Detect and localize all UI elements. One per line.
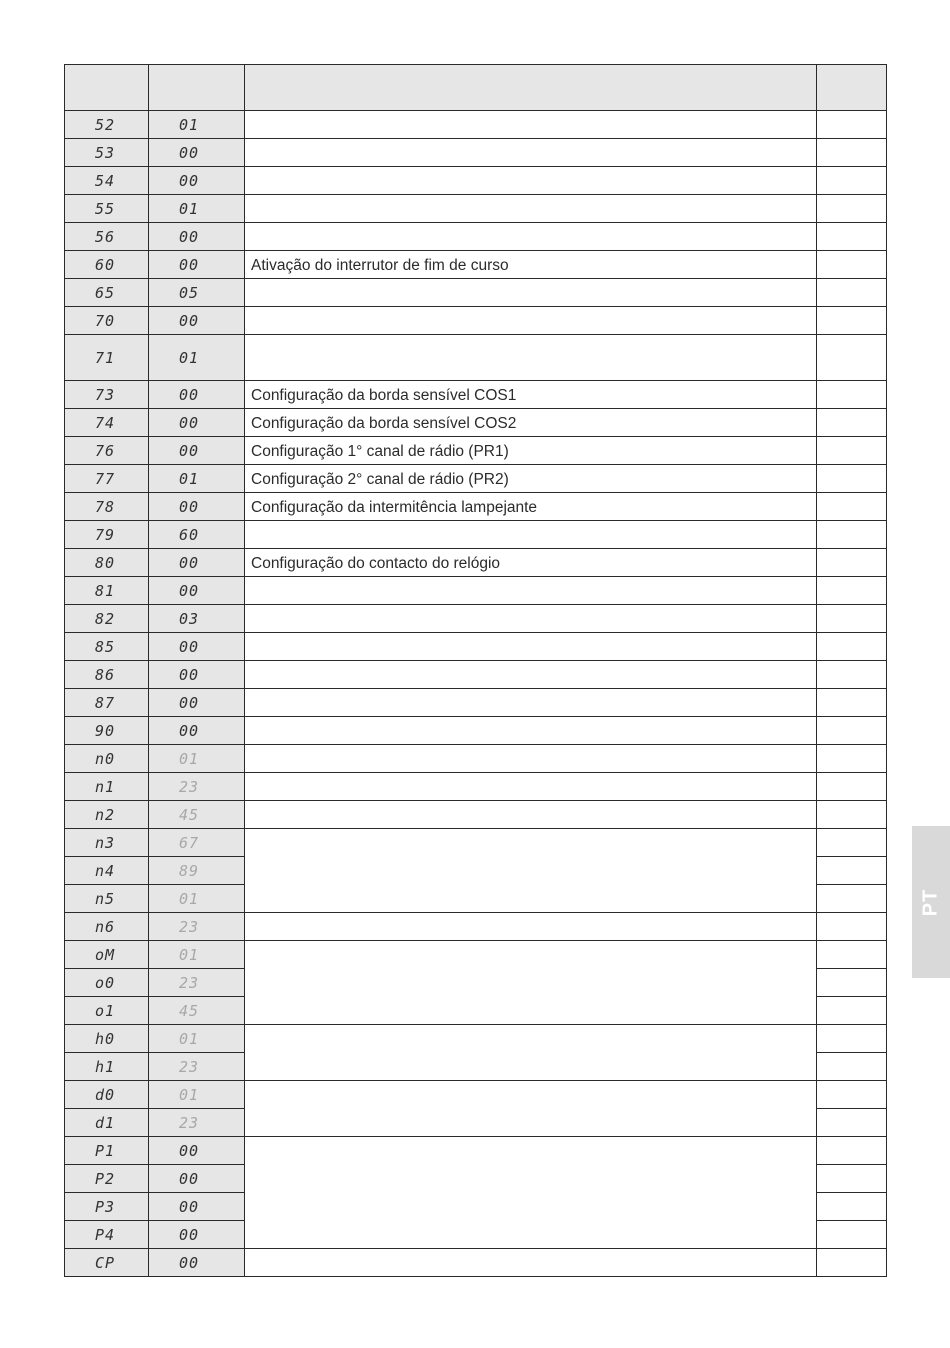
parameter-code: 53 — [65, 139, 149, 167]
parameter-value: 45 — [149, 997, 245, 1025]
header-cell-description — [245, 65, 817, 111]
parameter-notes-cell — [817, 1221, 887, 1249]
parameter-description: Configuração 1° canal de rádio (PR1) — [245, 437, 817, 465]
table-row — [65, 577, 887, 605]
parameter-code: P1 — [65, 1137, 149, 1165]
parameter-description — [245, 1081, 817, 1137]
parameter-notes-cell — [817, 689, 887, 717]
table-row — [65, 1137, 887, 1165]
parameter-notes-cell — [817, 279, 887, 307]
parameter-notes-cell — [817, 1193, 887, 1221]
parameter-notes-cell — [817, 1165, 887, 1193]
table-row — [65, 335, 887, 381]
parameter-notes-cell — [817, 521, 887, 549]
parameter-notes-cell — [817, 661, 887, 689]
parameter-description — [245, 661, 817, 689]
parameter-description — [245, 167, 817, 195]
parameter-description — [245, 1137, 817, 1249]
table-row — [65, 437, 887, 465]
table-row — [65, 251, 887, 279]
parameter-code: 52 — [65, 111, 149, 139]
parameter-code: n3 — [65, 829, 149, 857]
parameter-notes-cell — [817, 335, 887, 381]
parameter-code: n5 — [65, 885, 149, 913]
parameter-code: n0 — [65, 745, 149, 773]
table-row — [65, 465, 887, 493]
parameter-description — [245, 913, 817, 941]
parameter-notes-cell — [817, 251, 887, 279]
parameter-notes-cell — [817, 1137, 887, 1165]
parameter-description — [245, 717, 817, 745]
parameter-description — [245, 195, 817, 223]
parameter-value: 00 — [149, 307, 245, 335]
parameter-value: 00 — [149, 549, 245, 577]
parameter-description — [245, 577, 817, 605]
table-row — [65, 223, 887, 251]
parameter-value: 01 — [149, 335, 245, 381]
parameter-notes-cell — [817, 139, 887, 167]
parameter-value: 05 — [149, 279, 245, 307]
parameter-value: 89 — [149, 857, 245, 885]
parameter-notes-cell — [817, 941, 887, 969]
parameter-notes-cell — [817, 913, 887, 941]
parameter-notes-cell — [817, 1025, 887, 1053]
table-row — [65, 409, 887, 437]
parameter-value: 60 — [149, 521, 245, 549]
parameter-code: 60 — [65, 251, 149, 279]
parameter-description: Configuração 2° canal de rádio (PR2) — [245, 465, 817, 493]
parameter-description — [245, 307, 817, 335]
parameter-notes-cell — [817, 1053, 887, 1081]
parameter-notes-cell — [817, 745, 887, 773]
table-row — [65, 801, 887, 829]
parameter-description: Configuração da intermitência lampejante — [245, 493, 817, 521]
parameter-code: oM — [65, 941, 149, 969]
parameter-value: 00 — [149, 633, 245, 661]
parameter-notes-cell — [817, 307, 887, 335]
parameter-description: Configuração da borda sensível COS1 — [245, 381, 817, 409]
table-row — [65, 941, 887, 969]
table-row — [65, 1025, 887, 1053]
table-row — [65, 111, 887, 139]
parameter-description — [245, 139, 817, 167]
header-cell-code — [65, 65, 149, 111]
parameter-value: 00 — [149, 1221, 245, 1249]
parameter-code: 71 — [65, 335, 149, 381]
parameter-code: d0 — [65, 1081, 149, 1109]
table-row — [65, 549, 887, 577]
table-row — [65, 381, 887, 409]
table-row — [65, 493, 887, 521]
parameter-value: 23 — [149, 1109, 245, 1137]
parameter-description — [245, 1249, 817, 1277]
parameter-code: d1 — [65, 1109, 149, 1137]
parameter-code: 78 — [65, 493, 149, 521]
parameter-value: 23 — [149, 969, 245, 997]
parameter-code: 74 — [65, 409, 149, 437]
parameter-description — [245, 111, 817, 139]
parameter-code: n1 — [65, 773, 149, 801]
parameter-code: 73 — [65, 381, 149, 409]
table-row — [65, 661, 887, 689]
parameter-value: 00 — [149, 381, 245, 409]
parameter-value: 23 — [149, 1053, 245, 1081]
parameter-value: 01 — [149, 1025, 245, 1053]
parameter-value: 00 — [149, 251, 245, 279]
parameter-value: 23 — [149, 913, 245, 941]
parameter-code: 55 — [65, 195, 149, 223]
parameter-notes-cell — [817, 381, 887, 409]
table-row — [65, 689, 887, 717]
parameter-code: 85 — [65, 633, 149, 661]
parameter-value: 00 — [149, 167, 245, 195]
parameter-code: 76 — [65, 437, 149, 465]
parameter-value: 00 — [149, 717, 245, 745]
parameter-notes-cell — [817, 969, 887, 997]
parameter-value: 45 — [149, 801, 245, 829]
parameter-description: Configuração do contacto do relógio — [245, 549, 817, 577]
parameter-description — [245, 1025, 817, 1081]
parameter-notes-cell — [817, 801, 887, 829]
header-cell-value — [149, 65, 245, 111]
table-row — [65, 167, 887, 195]
parameter-description — [245, 605, 817, 633]
table-header-row — [65, 65, 887, 111]
parameter-notes-cell — [817, 1081, 887, 1109]
parameter-code: P3 — [65, 1193, 149, 1221]
parameter-description — [245, 521, 817, 549]
parameter-value: 01 — [149, 195, 245, 223]
parameter-description — [245, 773, 817, 801]
parameter-value: 01 — [149, 111, 245, 139]
parameter-code: 70 — [65, 307, 149, 335]
parameter-notes-cell — [817, 773, 887, 801]
parameter-description — [245, 801, 817, 829]
parameter-code: 82 — [65, 605, 149, 633]
parameter-value: 00 — [149, 1137, 245, 1165]
parameter-value: 03 — [149, 605, 245, 633]
parameter-value: 01 — [149, 1081, 245, 1109]
parameter-code: 87 — [65, 689, 149, 717]
parameter-code: 80 — [65, 549, 149, 577]
parameter-code: 81 — [65, 577, 149, 605]
parameter-description: Ativação do interrutor de fim de curso — [245, 251, 817, 279]
parameter-notes-cell — [817, 1249, 887, 1277]
table-row — [65, 633, 887, 661]
parameter-notes-cell — [817, 223, 887, 251]
parameter-notes-cell — [817, 195, 887, 223]
parameter-value: 00 — [149, 409, 245, 437]
parameter-notes-cell — [817, 717, 887, 745]
parameter-notes-cell — [817, 465, 887, 493]
parameter-notes-cell — [817, 829, 887, 857]
table-row — [65, 1249, 887, 1277]
parameter-code: o0 — [65, 969, 149, 997]
parameter-notes-cell — [817, 577, 887, 605]
parameter-value: 01 — [149, 941, 245, 969]
table-row — [65, 307, 887, 335]
parameter-notes-cell — [817, 1109, 887, 1137]
parameter-notes-cell — [817, 885, 887, 913]
parameter-description: Configuração da borda sensível COS2 — [245, 409, 817, 437]
table-row — [65, 829, 887, 857]
parameter-value: 00 — [149, 493, 245, 521]
parameter-notes-cell — [817, 549, 887, 577]
parameter-description — [245, 633, 817, 661]
parameter-description — [245, 941, 817, 1025]
parameter-code: 90 — [65, 717, 149, 745]
parameter-code: CP — [65, 1249, 149, 1277]
parameter-description — [245, 745, 817, 773]
parameter-value: 01 — [149, 885, 245, 913]
language-tab — [912, 826, 950, 978]
table-row — [65, 1081, 887, 1109]
parameter-code: h0 — [65, 1025, 149, 1053]
parameter-code: P2 — [65, 1165, 149, 1193]
parameter-code: n4 — [65, 857, 149, 885]
parameter-code: 79 — [65, 521, 149, 549]
parameter-code: h1 — [65, 1053, 149, 1081]
parameter-notes-cell — [817, 493, 887, 521]
parameter-code: 77 — [65, 465, 149, 493]
parameter-notes-cell — [817, 857, 887, 885]
parameter-code: n2 — [65, 801, 149, 829]
parameter-notes-cell — [817, 167, 887, 195]
parameter-value: 67 — [149, 829, 245, 857]
parameter-description — [245, 279, 817, 307]
parameter-code: n6 — [65, 913, 149, 941]
table-row — [65, 913, 887, 941]
parameter-code: 86 — [65, 661, 149, 689]
parameter-notes-cell — [817, 409, 887, 437]
table-row — [65, 195, 887, 223]
parameter-code: 65 — [65, 279, 149, 307]
parameter-value: 00 — [149, 437, 245, 465]
parameter-notes-cell — [817, 633, 887, 661]
table-row — [65, 521, 887, 549]
parameter-value: 00 — [149, 1193, 245, 1221]
parameter-description — [245, 223, 817, 251]
parameter-notes-cell — [817, 111, 887, 139]
parameter-code: 54 — [65, 167, 149, 195]
parameter-code: o1 — [65, 997, 149, 1025]
parameter-value: 01 — [149, 745, 245, 773]
parameter-notes-cell — [817, 997, 887, 1025]
parameter-notes-cell — [817, 605, 887, 633]
parameter-value: 00 — [149, 577, 245, 605]
parameter-description — [245, 335, 817, 381]
parameter-notes-cell — [817, 437, 887, 465]
parameter-value: 00 — [149, 1165, 245, 1193]
parameter-value: 00 — [149, 139, 245, 167]
parameter-description — [245, 689, 817, 717]
table-row — [65, 605, 887, 633]
table-row — [65, 773, 887, 801]
header-cell-extra — [817, 65, 887, 111]
parameter-description — [245, 829, 817, 913]
language-tab-label: PT — [919, 888, 942, 916]
parameter-value: 23 — [149, 773, 245, 801]
parameter-value: 00 — [149, 223, 245, 251]
table-row — [65, 139, 887, 167]
parameter-value: 01 — [149, 465, 245, 493]
table-row — [65, 717, 887, 745]
parameter-code: 56 — [65, 223, 149, 251]
parameter-table — [64, 64, 887, 1277]
parameter-value: 00 — [149, 1249, 245, 1277]
parameter-value: 00 — [149, 689, 245, 717]
parameter-value: 00 — [149, 661, 245, 689]
parameter-code: P4 — [65, 1221, 149, 1249]
table-row — [65, 745, 887, 773]
table-row — [65, 279, 887, 307]
